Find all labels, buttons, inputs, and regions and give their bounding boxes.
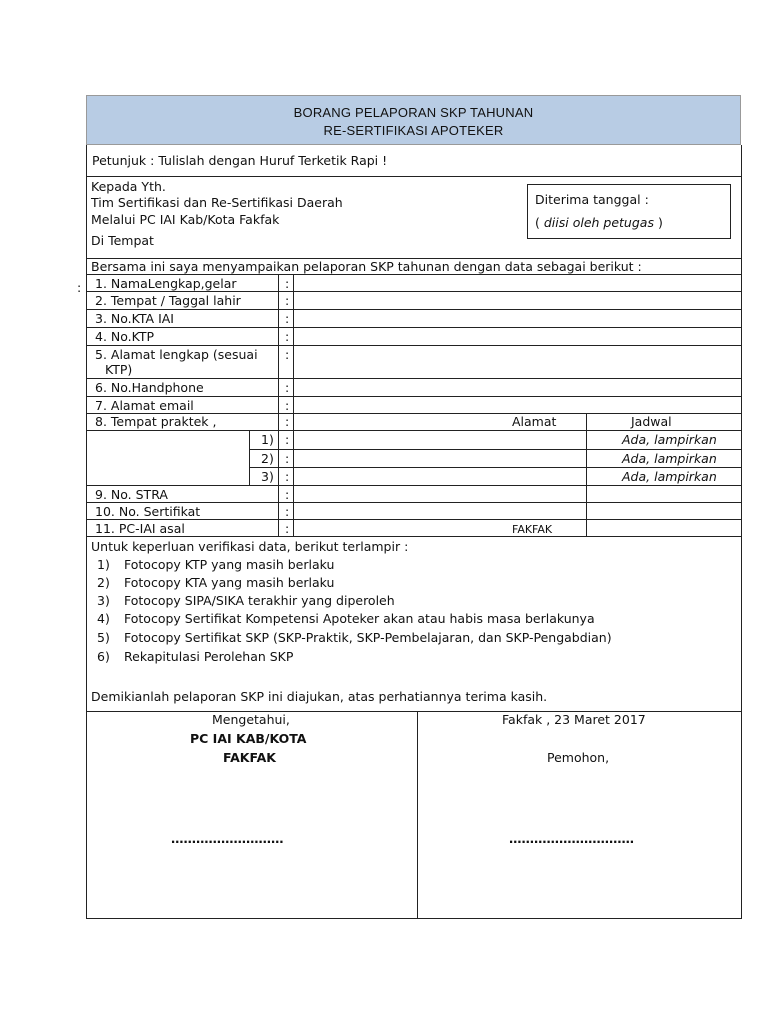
instruction-text: Petunjuk : Tulislah dengan Huruf Terketik Rapi ! [92,153,388,168]
field-stra: 9. No. STRA [95,487,168,502]
table-line [86,274,87,536]
attachment-item: Rekapitulasi Perolehan SKP [124,649,294,664]
field-praktek: 8. Tempat praktek , [95,414,217,429]
col-jadwal: Jadwal [631,414,672,429]
attachments-intro: Untuk keperluan verifikasi data, berikut terlampir : [91,539,409,554]
colon: : [285,432,290,447]
address-line: Di Tempat [91,233,154,248]
form-title-line2: RE-SERTIFIKASI APOTEKER [323,123,504,138]
colon: : [285,380,290,395]
table-line [586,413,587,536]
received-box [527,184,731,239]
field-ktp: 4. No.KTP [95,329,155,344]
table-line [293,274,294,536]
sign-left-dots: ……………………… [171,831,284,846]
sign-right-dots: ………………………… [509,831,634,846]
colon: : [285,347,290,362]
practice-row-num: 3) [261,469,274,484]
attachment-item: Fotocopy Sertifikat Kompetensi Apoteker akan atau habis masa berlakunya [124,611,595,626]
table-line [86,345,742,346]
field-alamat-cont: KTP) [105,362,133,377]
col-alamat: Alamat [512,414,557,429]
sign-left-org: PC IAI KAB/KOTA [190,731,307,746]
field-pc-iai: 11. PC-IAI asal [95,521,185,536]
address-line: Melalui PC IAI Kab/Kota Fakfak [91,212,280,227]
colon: : [285,329,290,344]
attachment-num: 4) [97,611,110,626]
attachment-item: Fotocopy KTP yang masih berlaku [124,557,335,572]
signature-divider [417,711,418,919]
colon: : [285,276,290,291]
table-line [86,274,742,275]
field-ttl: 2. Tempat / Taggal lahir [95,293,241,308]
address-line: Tim Sertifikasi dan Re-Sertifikasi Daerah [91,195,343,210]
colon: : [285,521,290,536]
table-line [86,485,742,486]
table-line [86,396,742,397]
table-line [86,309,742,310]
table-line [249,467,742,468]
table-line [86,430,742,431]
frame-left [86,145,87,275]
received-note: ( diisi oleh petugas ) [535,215,663,230]
divider [86,176,742,177]
form-header [86,95,741,145]
attachment-num: 3) [97,593,110,608]
colon: : [285,487,290,502]
signature-box [86,711,742,919]
colon: : [285,398,290,413]
practice-row-jadwal: Ada, lampirkan [622,432,717,447]
table-line [86,519,742,520]
colon: : [285,504,290,519]
field-hp: 6. No.Handphone [95,380,204,395]
practice-row-num: 2) [261,451,274,466]
table-line [741,274,742,536]
practice-row-jadwal: Ada, lampirkan [622,451,717,466]
colon: : [285,293,290,308]
closing-text: Demikianlah pelaporan SKP ini diajukan, atas perhatiannya terima kasih. [91,689,548,704]
practice-row-jadwal: Ada, lampirkan [622,469,717,484]
stray-colon: : [77,280,82,295]
sign-left-line1: Mengetahui, [212,712,290,727]
frame-right [741,145,742,275]
field-alamat: 5. Alamat lengkap (sesuai [95,347,258,362]
table-line [86,378,742,379]
table-line [278,274,279,536]
field-kta: 3. No.KTA IAI [95,311,174,326]
table-line [86,327,742,328]
field-email: 7. Alamat email [95,398,194,413]
table-line [86,291,742,292]
sign-right-role: Pemohon, [547,750,610,765]
sign-left-city: FAKFAK [223,750,276,765]
form-title-line1: BORANG PELAPORAN SKP TAHUNAN [293,105,534,120]
colon: : [285,414,290,429]
sign-right-date: Fakfak , 23 Maret 2017 [502,712,646,727]
attachment-item: Fotocopy Sertifikat SKP (SKP-Praktik, SKP-Pembelajaran, dan SKP-Pengabdian) [124,630,612,645]
received-label: Diterima tanggal : [535,192,649,207]
field-sertifikat: 10. No. Sertifikat [95,504,201,519]
attachment-item: Fotocopy KTA yang masih berlaku [124,575,335,590]
colon: : [285,469,290,484]
attachment-num: 5) [97,630,110,645]
table-line [86,502,742,503]
colon: : [285,311,290,326]
intro-text: Bersama ini saya menyampaikan pelaporan SKP tahunan dengan data sebagai berikut : [91,259,642,274]
attachment-num: 6) [97,649,110,664]
table-line [249,430,250,485]
pc-iai-value: FAKFAK [512,523,553,536]
attachment-item: Fotocopy SIPA/SIKA terakhir yang diperoleh [124,593,395,608]
address-line: Kepada Yth. [91,179,166,194]
table-line [249,449,742,450]
colon: : [285,451,290,466]
attachment-num: 2) [97,575,110,590]
practice-row-num: 1) [261,432,274,447]
attachment-num: 1) [97,557,110,572]
field-nama: 1. NamaLengkap,gelar [95,276,237,291]
